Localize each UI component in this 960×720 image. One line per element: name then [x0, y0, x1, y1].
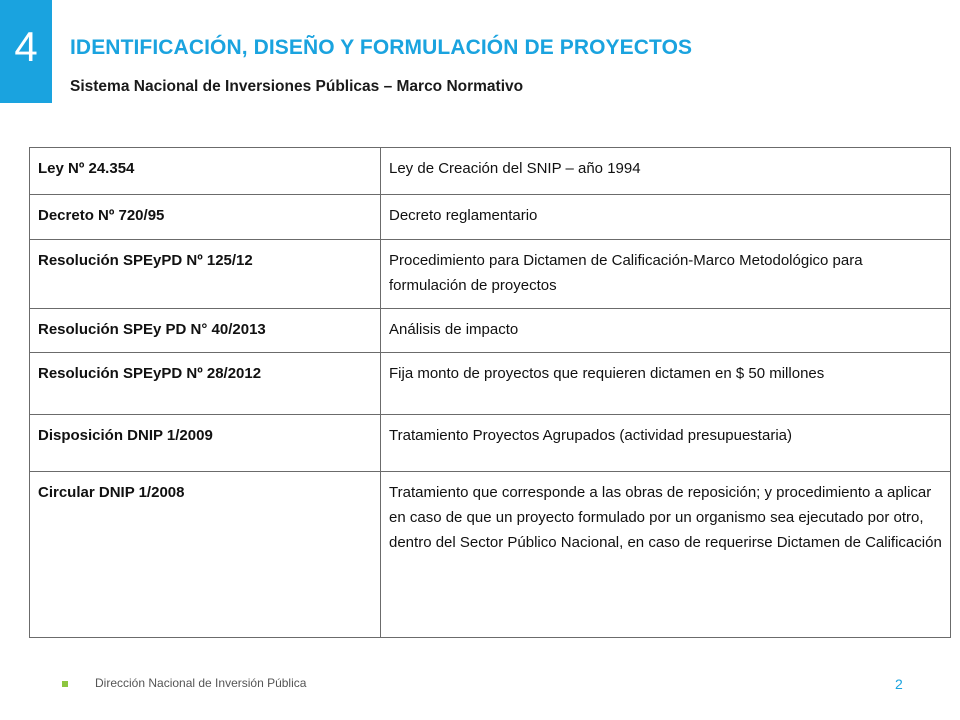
description-cell: Fija monto de proyectos que requieren dictamen en $ 50 millones — [381, 353, 951, 415]
table-row — [30, 309, 951, 353]
page-subtitle: Sistema Nacional de Inversiones Públicas – Marco Normativo — [70, 78, 524, 95]
description-cell: Análisis de impacto — [381, 309, 951, 353]
section-number: 4 — [14, 23, 38, 70]
description-cell: Procedimiento para Dictamen de Calificación-Marco Metodológico para formulación de proyectos — [381, 240, 951, 309]
norm-cell: Resolución SPEyPD Nº 125/12 — [30, 240, 381, 309]
description-cell: Tratamiento que corresponde a las obras de reposición; y procedimiento a aplicar en caso de que un proyecto formulado por un organismo sea ejecutado por otro, dentro del Sector Público Nacional, en caso de requerirse Dictamen de Calificación — [381, 472, 951, 638]
table-row — [30, 353, 951, 415]
page-title: IDENTIFICACIÓN, DISEÑO Y FORMULACIÓN DE PROYECTOS — [70, 36, 693, 59]
norm-cell: Decreto Nº 720/95 — [30, 195, 381, 240]
description-cell: Ley de Creación del SNIP – año 1994 — [381, 148, 951, 195]
table-row — [30, 472, 951, 638]
description-cell: Decreto reglamentario — [381, 195, 951, 240]
regulatory-framework-table — [29, 147, 951, 638]
table-row — [30, 148, 951, 195]
table-row — [30, 415, 951, 472]
table-row — [30, 240, 951, 309]
norm-cell: Disposición DNIP 1/2009 — [30, 415, 381, 472]
norm-cell: Ley Nº 24.354 — [30, 148, 381, 195]
norm-cell: Resolución SPEyPD Nº 28/2012 — [30, 353, 381, 415]
description-cell: Tratamiento Proyectos Agrupados (actividad presupuestaria) — [381, 415, 951, 472]
page-number: 2 — [895, 676, 903, 692]
table-row — [30, 195, 951, 240]
section-number-badge — [0, 0, 52, 103]
footer-bullet-icon — [62, 681, 68, 687]
norm-cell: Circular DNIP 1/2008 — [30, 472, 381, 638]
footer-organization: Dirección Nacional de Inversión Pública — [95, 676, 307, 690]
norm-cell: Resolución SPEy PD N° 40/2013 — [30, 309, 381, 353]
